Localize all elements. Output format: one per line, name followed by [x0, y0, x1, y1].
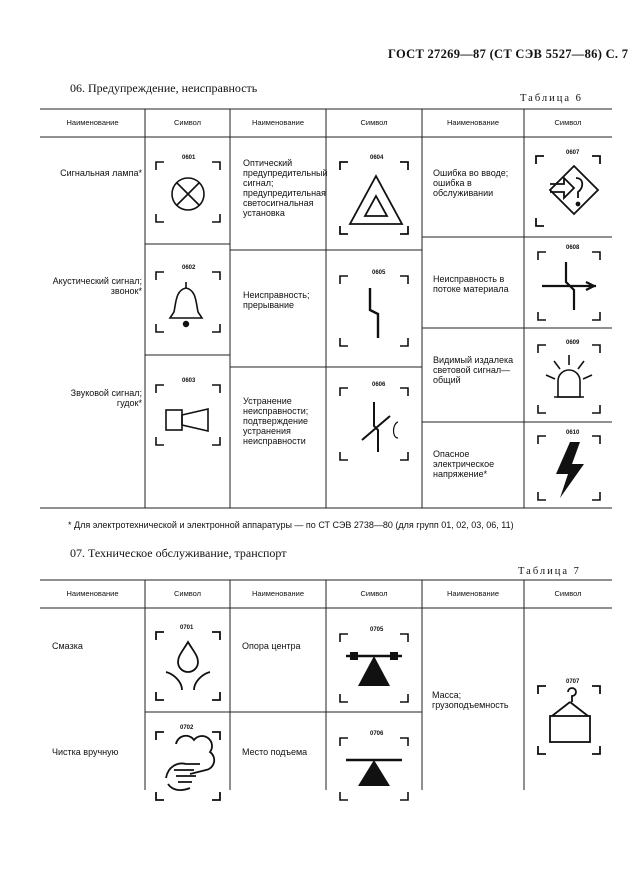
code-0603: 0603	[182, 378, 196, 384]
row-name-0706: Место подъема	[242, 747, 308, 757]
row-name-0601: Сигнальная лампа*	[60, 168, 142, 178]
col-header-name: Наименование	[252, 589, 304, 598]
col-header-name: Наименование	[66, 589, 119, 598]
code-0610: 0610	[566, 430, 580, 436]
section-07-title: 07. Техническое обслуживание, транспорт	[70, 546, 287, 560]
row-name-0610: Опасное электрическое напряжение*	[433, 449, 495, 479]
flow-fault-icon	[530, 242, 608, 326]
lubrication-icon	[150, 622, 226, 706]
code-0702: 0702	[180, 725, 194, 731]
row-name-0701: Смазка	[52, 641, 83, 651]
warning-triangle-icon	[332, 152, 416, 242]
col-header-name: Наименование	[66, 118, 119, 127]
code-0606: 0606	[372, 382, 386, 388]
row-name-0602: Акустический сигнал; звонок*	[52, 276, 142, 296]
section-06-title: 06. Предупреждение, неисправность	[70, 81, 258, 95]
page-header: ГОСТ 27269—87 (СТ СЭВ 5527—86) С. 7	[388, 47, 629, 61]
interruption-icon	[332, 266, 416, 356]
col-header-symbol: Символ	[360, 589, 388, 598]
beacon-icon	[530, 335, 608, 419]
load-capacity-icon	[530, 676, 608, 760]
code-0707: 0707	[566, 679, 580, 685]
code-0605: 0605	[372, 270, 386, 276]
row-name-0608: Неисправность в потоке материала	[433, 274, 509, 294]
hand-cleaning-icon	[150, 722, 226, 806]
bell-icon	[150, 262, 226, 342]
high-voltage-icon	[530, 428, 608, 506]
row-name-0705: Опора центра	[242, 641, 301, 651]
code-0602: 0602	[182, 265, 196, 271]
col-header-symbol: Символ	[173, 118, 202, 127]
code-0609: 0609	[566, 340, 580, 346]
row-name-0702: Чистка вручную	[52, 747, 119, 757]
col-header-name: Наименование	[447, 589, 499, 598]
col-header-name: Наименование	[447, 118, 499, 127]
row-name-0607: Ошибка во вводе; ошибка в обслуживании	[433, 168, 509, 198]
code-0601: 0601	[182, 155, 196, 161]
row-name-0603: Звуковой сигнал; гудок*	[70, 388, 142, 408]
lift-point-icon	[332, 728, 416, 806]
col-header-symbol: Символ	[173, 589, 202, 598]
fault-fix-icon	[332, 378, 416, 468]
col-header-symbol: Символ	[554, 589, 582, 598]
code-0608: 0608	[566, 245, 580, 251]
signal-lamp-icon	[150, 152, 226, 232]
row-name-0604: Оптический предупредительный сигнал; предупредительная светосигнальная установка	[243, 158, 328, 218]
code-0706: 0706	[370, 731, 384, 737]
input-error-icon	[530, 146, 608, 232]
table-7-label: Таблица 7	[518, 566, 581, 577]
row-name-0707: Масса; грузоподъемность	[432, 690, 509, 710]
code-0607: 0607	[566, 150, 580, 156]
table-6-label: Таблица 6	[520, 93, 583, 104]
col-header-symbol: Символ	[360, 118, 388, 127]
row-name-0606: Устранение неисправности; подтверждение устранения неисправности	[243, 396, 309, 446]
center-support-icon	[332, 624, 416, 708]
code-0705: 0705	[370, 627, 384, 633]
footnote: * Для электротехнической и электронной аппаратуры — по СТ СЭВ 2738—80 (для групп 01, 02, 03, 06, 11)	[68, 520, 514, 530]
code-0701: 0701	[180, 625, 194, 631]
code-0604: 0604	[370, 155, 384, 161]
col-header-name: Наименование	[252, 118, 304, 127]
row-name-0605: Неисправность; прерывание	[243, 290, 310, 310]
col-header-symbol: Символ	[554, 118, 582, 127]
row-name-0609: Видимый издалека световой сигнал— общий	[433, 355, 514, 385]
horn-icon	[150, 375, 226, 455]
